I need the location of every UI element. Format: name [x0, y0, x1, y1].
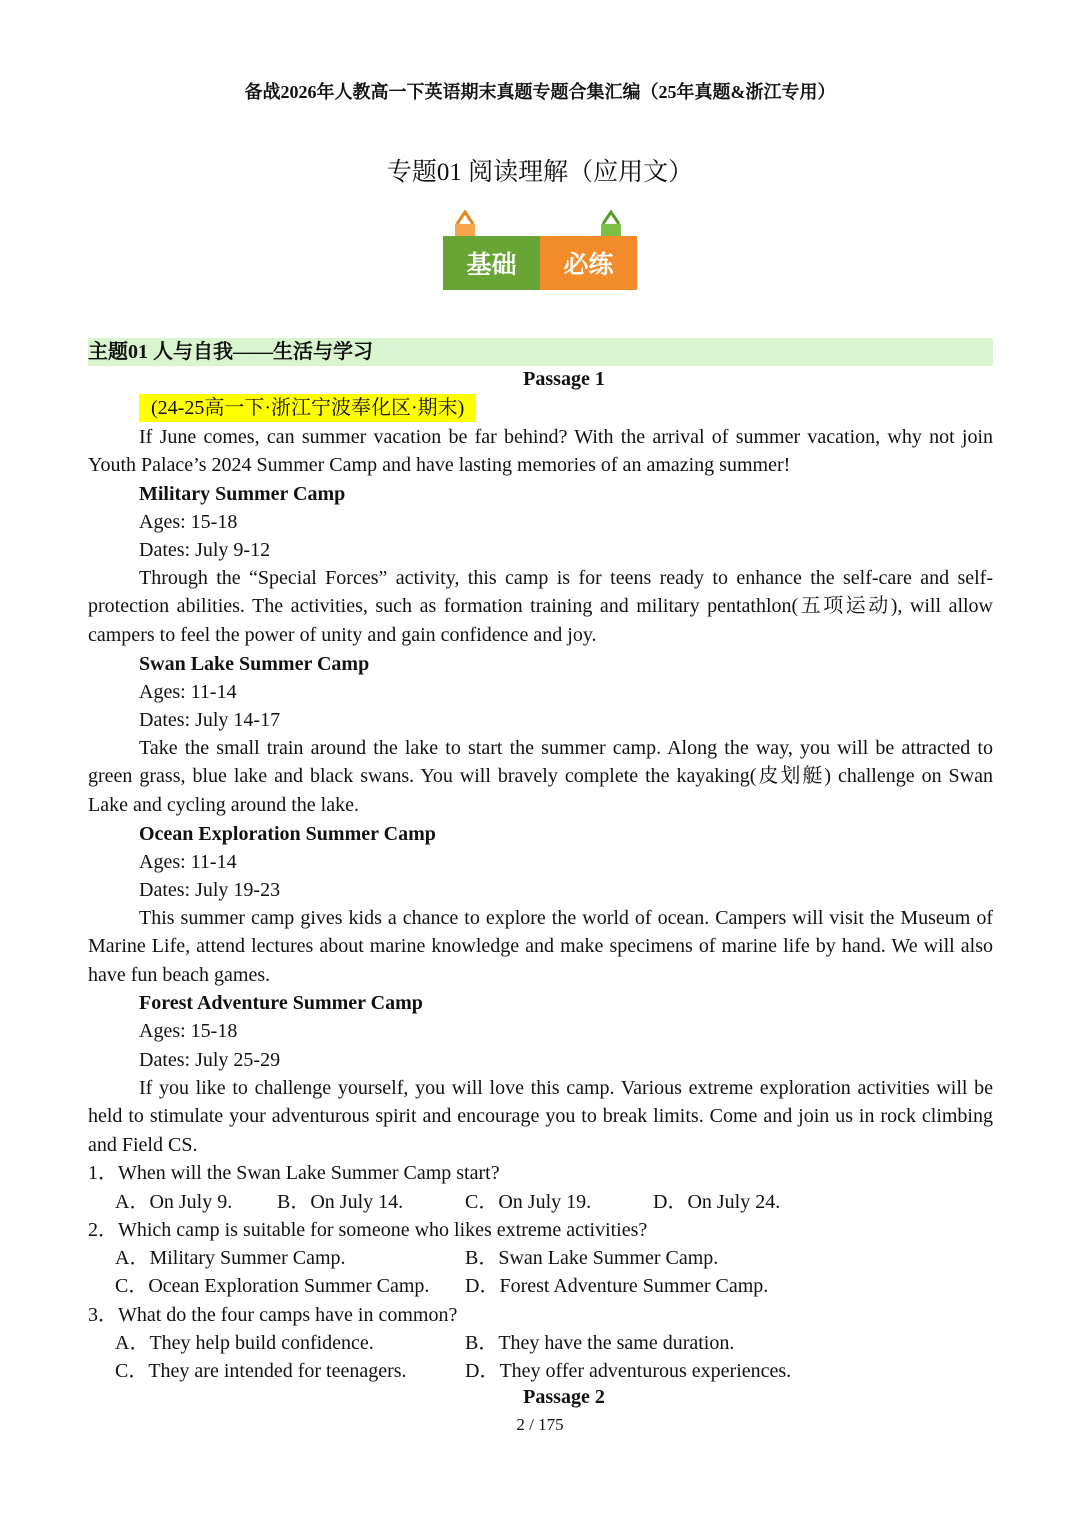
camp-description-text: Take the small train around the lake to start the summer camp. Along the way, you will be attracted to green grass, blue lake and black swans. You will bravely complete the kayaking(皮划艇) challenge on Swan Lake and cycling around the lake.	[88, 737, 993, 816]
camp-description	[88, 1074, 993, 1159]
question-stem: 3．What do the four camps have in common?	[88, 1304, 458, 1326]
answer-option: D．On July 24.	[653, 1191, 781, 1213]
camp-dates: Dates: July 25-29	[139, 1049, 281, 1071]
answer-option: B．On July 14.	[277, 1191, 404, 1213]
badge-right-text: 必练	[540, 236, 637, 290]
question-stem: 2．Which camp is suitable for someone who likes extreme activities?	[88, 1219, 648, 1241]
camp-dates: Dates: July 9-12	[139, 539, 271, 561]
intro-paragraph	[88, 423, 993, 480]
camp-description	[88, 734, 993, 819]
page-number: 2 / 175	[516, 1415, 564, 1434]
camp-name: Military Summer Camp	[139, 483, 346, 505]
question-stem: 1．When will the Swan Lake Summer Camp start?	[88, 1162, 500, 1184]
camp-description	[88, 564, 993, 649]
source-tag: (24-25高一下·浙江宁波奉化区·期末)	[139, 394, 476, 422]
camp-name: Ocean Exploration Summer Camp	[139, 823, 436, 845]
answer-option: D．They offer adventurous experiences.	[465, 1360, 792, 1382]
camp-ages: Ages: 11-14	[139, 681, 237, 703]
camp-name: Swan Lake Summer Camp	[139, 653, 370, 675]
answer-option: C．On July 19.	[465, 1191, 592, 1213]
badge-left-text: 基础	[443, 236, 540, 290]
camp-dates: Dates: July 19-23	[139, 879, 281, 901]
camp-name: Forest Adventure Summer Camp	[139, 992, 423, 1014]
passage-title: Passage 2	[523, 1386, 605, 1408]
answer-option: B．They have the same duration.	[465, 1332, 735, 1354]
answer-option: A．They help build confidence.	[115, 1332, 374, 1354]
camp-dates: Dates: July 14-17	[139, 709, 281, 731]
answer-option: C．They are intended for teenagers.	[115, 1360, 407, 1382]
answer-option: D．Forest Adventure Summer Camp.	[465, 1275, 769, 1297]
section-title: 专题01 阅读理解（应用文）	[386, 159, 694, 186]
answer-option: A．Military Summer Camp.	[115, 1247, 346, 1269]
answer-option: B．Swan Lake Summer Camp.	[465, 1247, 719, 1269]
theme-heading: 主题01 人与自我——生活与学习	[88, 338, 993, 366]
camp-description-text: This summer camp gives kids a chance to explore the world of ocean. Campers will visit the Museum of Marine Life, attend lectures about marine knowledge and make specimens of marine life by hand. We will also have fun beach games.	[88, 907, 993, 986]
camp-description-text: Through the “Special Forces” activity, this camp is for teens ready to enhance the self-care and self-protection abilities. The activities, such as formation training and military pentathlon(五项运动), will allow campers to feel the power of unity and gain confidence and joy.	[88, 567, 993, 646]
camp-ages: Ages: 15-18	[139, 1020, 238, 1042]
camp-ages: Ages: 15-18	[139, 511, 238, 533]
passage-title: Passage 1	[523, 368, 605, 390]
camp-description	[88, 904, 993, 989]
practice-badge	[443, 210, 637, 290]
answer-option: C．Ocean Exploration Summer Camp.	[115, 1275, 430, 1297]
intro-text: If June comes, can summer vacation be far behind? With the arrival of summer vacation, why not join Youth Palace’s 2024 Summer Camp and have lasting memories of an amazing summer!	[88, 426, 993, 477]
camp-description-text: If you like to challenge yourself, you will love this camp. Various extreme exploration activities will be held to stimulate your adventurous spirit and encourage you to break limits. Come and join us in rock climbing and Field CS.	[88, 1077, 993, 1156]
answer-option: A．On July 9.	[115, 1191, 233, 1213]
camp-ages: Ages: 11-14	[139, 851, 237, 873]
document-header: 备战2026年人教高一下英语期末真题专题合集汇编（25年真题&浙江专用）	[244, 82, 836, 102]
